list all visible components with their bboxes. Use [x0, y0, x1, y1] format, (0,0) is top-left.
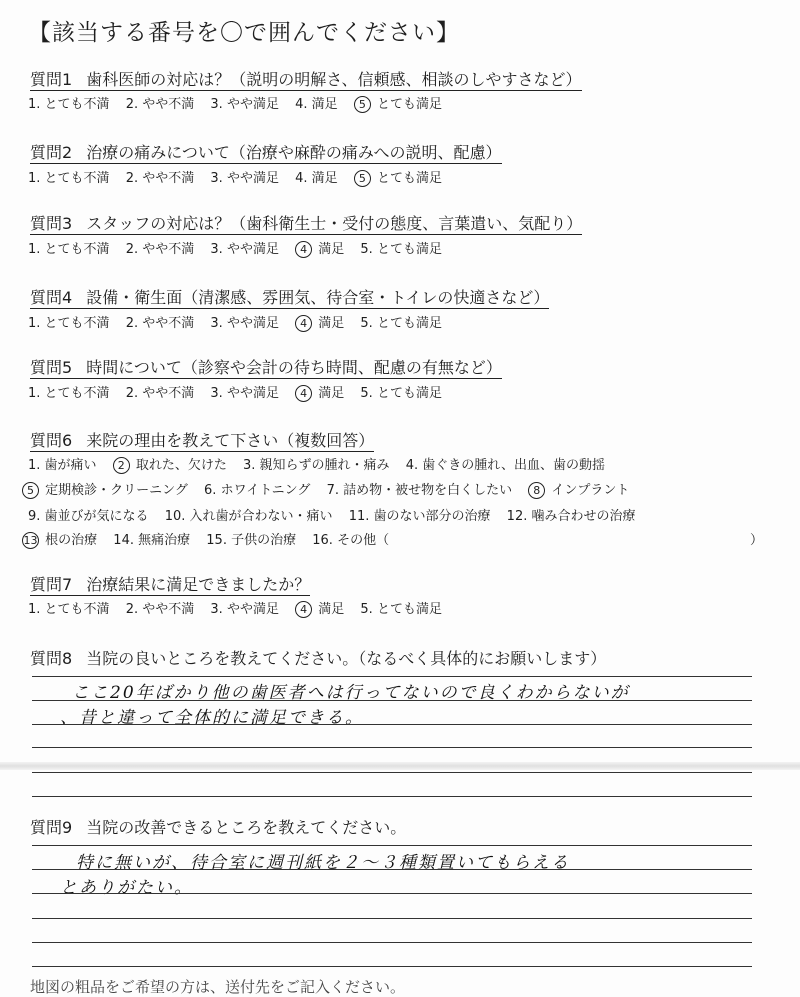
option-1[interactable]: 1. 歯が痛い	[28, 458, 97, 473]
option-12[interactable]: 12. 噛み合わせの治療	[506, 509, 636, 524]
answer-line	[32, 796, 752, 797]
option-4-selected[interactable]: 4 満足	[295, 240, 344, 260]
option-5[interactable]: 5. とても満足	[360, 242, 442, 257]
question-text: 当院の良いところを教えてください。（なるべく具体的にお願いします）	[86, 649, 607, 668]
option-3[interactable]: 3. やや満足	[210, 97, 279, 112]
option-2[interactable]: 2. やや不満	[125, 602, 195, 617]
question-text: 当院の改善できるところを教えてください。	[86, 818, 407, 837]
question-6-row-4	[22, 531, 401, 551]
option-1[interactable]: 1. とても不満	[28, 316, 110, 331]
question-2-title	[30, 142, 502, 164]
question-text: 来院の理由を教えて下さい（複数回答）	[86, 431, 375, 450]
question-number: 質問8	[30, 649, 73, 668]
option-1[interactable]: 1. とても不満	[28, 242, 110, 257]
question-5-title	[30, 357, 502, 379]
question-1-options	[28, 95, 454, 115]
answer-line	[32, 700, 752, 701]
question-number: 質問5	[30, 358, 73, 377]
question-4-title	[30, 287, 549, 309]
option-5[interactable]: 5. とても満足	[360, 316, 442, 331]
option-14[interactable]: 14. 無痛治療	[113, 533, 191, 548]
question-number: 質問2	[30, 143, 73, 162]
option-13-selected[interactable]: 13 根の治療	[23, 533, 98, 548]
question-text: 設備・衛生面（清潔感、雰囲気、待合室・トイレの快適さなど）	[86, 288, 550, 307]
answer-line	[32, 869, 752, 870]
option-5-selected[interactable]: 5 とても満足	[354, 95, 442, 115]
question-1-title	[30, 69, 582, 91]
option-15[interactable]: 15. 子供の治療	[206, 533, 297, 548]
option-1[interactable]: 1. とても不満	[28, 386, 110, 401]
option-8-selected[interactable]: 8 インプラント	[528, 481, 629, 501]
option-4[interactable]: 4. 満足	[295, 97, 338, 112]
question-text: 治療結果に満足できましたか？	[86, 575, 311, 594]
footer-text: 地図の粗品をご希望の方は、送付先をご記入ください。	[30, 978, 406, 996]
option-1[interactable]: 1. とても不満	[28, 602, 110, 617]
answer-line	[32, 942, 752, 943]
option-4[interactable]: 4. 歯ぐきの腫れ、出血、歯の動揺	[405, 458, 606, 473]
question-4-options	[28, 314, 454, 334]
answer-line	[32, 747, 752, 748]
question-number: 質問4	[30, 288, 73, 307]
option-3[interactable]: 3. やや満足	[210, 316, 279, 331]
answer-line	[32, 772, 752, 773]
q8-answer-line-2[interactable]: 、昔と違って全体的に満足できる。	[60, 708, 364, 728]
option-7[interactable]: 7. 詰め物・被せ物を白くしたい	[326, 483, 513, 498]
other-close-paren: ）	[750, 533, 764, 548]
option-2[interactable]: 2. やや不満	[125, 386, 195, 401]
question-text: 歯科医師の対応は？（説明の明解さ、信頼感、相談のしやすさなど）	[86, 70, 582, 89]
option-3[interactable]: 3. やや満足	[210, 386, 279, 401]
option-9[interactable]: 9. 歯並びが気になる	[28, 509, 149, 524]
question-6-row-3	[28, 507, 648, 527]
question-6-title	[30, 430, 374, 452]
option-1[interactable]: 1. とても不満	[28, 171, 110, 186]
question-6-row-1	[28, 456, 617, 476]
scan-seam	[0, 762, 800, 770]
question-7-title	[30, 574, 310, 596]
question-7-options	[28, 600, 454, 620]
question-text: 治療の痛みについて（治療や麻酔の痛みへの説明、配慮）	[86, 143, 502, 162]
question-6-row-2	[22, 481, 641, 501]
question-2-options	[28, 169, 454, 189]
answer-line	[32, 724, 752, 725]
question-3-options	[28, 240, 454, 260]
option-2[interactable]: 2. やや不満	[125, 316, 195, 331]
q9-answer-line-2[interactable]: とありがたい。	[60, 878, 193, 898]
question-number: 質問6	[30, 431, 73, 450]
option-5[interactable]: 5. とても満足	[360, 602, 442, 617]
question-number: 質問3	[30, 214, 73, 233]
option-4-selected[interactable]: 4 満足	[295, 600, 344, 620]
question-number: 質問7	[30, 575, 73, 594]
option-10[interactable]: 10. 入れ歯が合わない・痛い	[164, 509, 333, 524]
option-11[interactable]: 11. 歯のない部分の治療	[348, 509, 491, 524]
answer-line	[32, 893, 752, 894]
option-2[interactable]: 2. やや不満	[125, 171, 195, 186]
option-5-selected[interactable]: 5 とても満足	[354, 169, 442, 189]
answer-line	[32, 845, 752, 846]
option-3[interactable]: 3. やや満足	[210, 602, 279, 617]
answer-line	[32, 966, 752, 967]
question-text: 時間について（診察や会計の待ち時間、配慮の有無など）	[86, 358, 502, 377]
option-2-selected[interactable]: 2 取れた、欠けた	[113, 456, 227, 476]
question-number: 質問1	[30, 70, 73, 89]
q9-answer-line-1[interactable]: 特に無いが、待合室に週刊紙を２〜３種類置いてもらえる	[76, 853, 570, 873]
option-2[interactable]: 2. やや不満	[125, 97, 195, 112]
question-5-options	[28, 384, 454, 404]
page-heading: 【該当する番号を〇で囲んでください】	[28, 20, 460, 46]
option-3[interactable]: 3. やや満足	[210, 171, 279, 186]
question-8-title	[30, 648, 606, 670]
question-9-title	[30, 817, 406, 839]
answer-line	[32, 676, 752, 677]
option-2[interactable]: 2. やや不満	[125, 242, 195, 257]
option-3[interactable]: 3. やや満足	[210, 242, 279, 257]
question-number: 質問9	[30, 818, 73, 837]
option-6[interactable]: 6. ホワイトニング	[204, 483, 311, 498]
question-text: スタッフの対応は？（歯科衛生士・受付の態度、言葉遣い、気配り）	[86, 214, 583, 233]
option-5-selected[interactable]: 5 定期検診・クリーニング	[22, 481, 188, 501]
q8-answer-line-1[interactable]: ここ20年ばかり他の歯医者へは行ってないので良くわからないが	[72, 683, 630, 703]
option-5[interactable]: 5. とても満足	[360, 386, 442, 401]
answer-line	[32, 918, 752, 919]
option-1[interactable]: 1. とても不満	[28, 97, 110, 112]
option-3[interactable]: 3. 親知らずの腫れ・痛み	[243, 458, 390, 473]
option-4-selected[interactable]: 4 満足	[295, 384, 344, 404]
question-3-title	[30, 213, 582, 235]
option-4[interactable]: 4. 満足	[295, 171, 338, 186]
option-4-selected[interactable]: 4 満足	[295, 314, 344, 334]
option-16-other[interactable]: 16. その他（	[312, 533, 390, 548]
